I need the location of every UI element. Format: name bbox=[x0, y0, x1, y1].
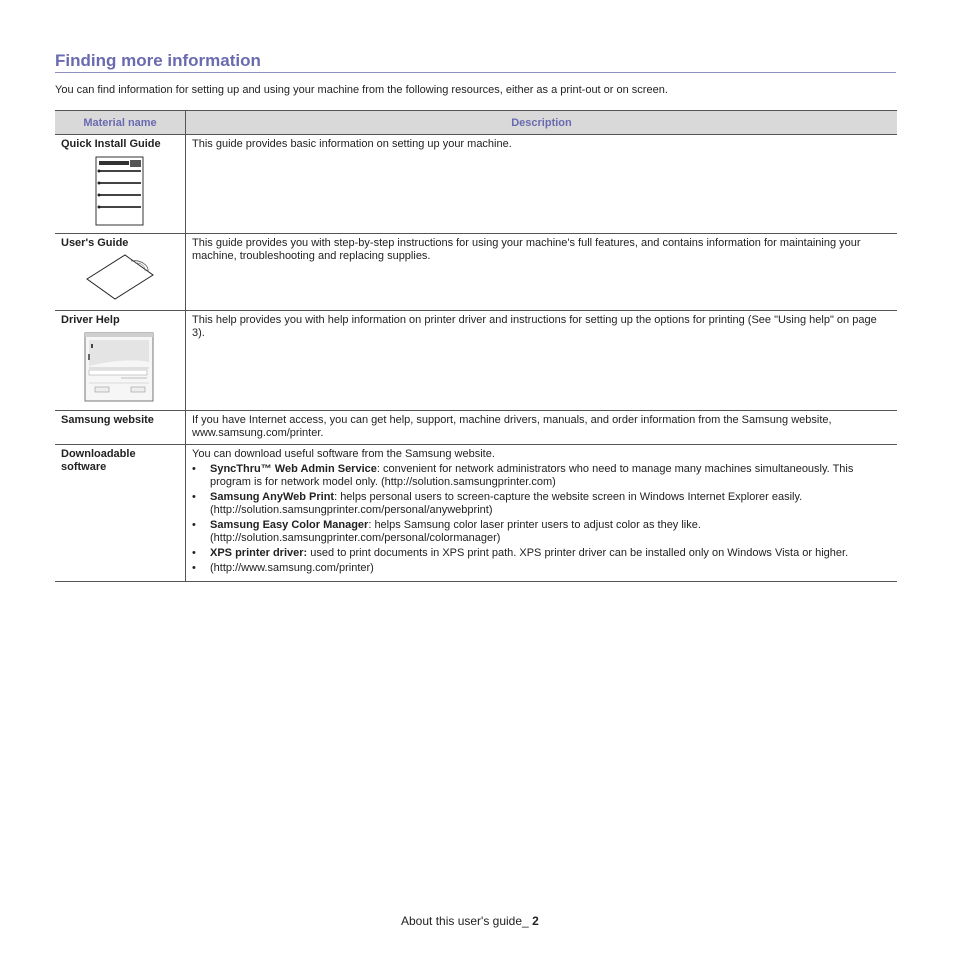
material-cell bbox=[55, 135, 186, 234]
intro-text: You can find information for setting up and using your machine from the following resources, either as a print-out or on screen. bbox=[55, 84, 668, 96]
list-item bbox=[192, 463, 891, 489]
bullet: • bbox=[192, 491, 196, 503]
material-name: Downloadable software bbox=[61, 448, 136, 473]
software-list bbox=[192, 463, 891, 575]
description-cell: This guide provides you with step-by-step instructions for using your machine's full features, and contains information for maintaining your machine, troubleshooting and replacing supplies. bbox=[186, 234, 898, 311]
description-cell: This guide provides basic information on setting up your machine. bbox=[186, 135, 898, 234]
table-row bbox=[55, 135, 897, 234]
software-desc: used to print documents in XPS print path. XPS printer driver can be installed only on Windows Vista or higher. bbox=[307, 547, 849, 559]
software-intro: You can download useful software from the Samsung website. bbox=[192, 448, 495, 460]
material-name: Driver Help bbox=[61, 314, 120, 326]
header-description: Description bbox=[186, 111, 898, 135]
description-cell: This help provides you with help information on printer driver and instructions for setting up the options for printing (See "Using help" on page 3). bbox=[186, 311, 898, 411]
software-desc: (http://www.samsung.com/printer) bbox=[210, 562, 374, 574]
software-name: SyncThru™ Web Admin Service bbox=[210, 463, 377, 475]
page-footer bbox=[401, 914, 539, 928]
material-cell bbox=[55, 445, 186, 582]
material-name: User's Guide bbox=[61, 237, 129, 249]
software-desc: : convenient for network administrators who need to manage many machines simultaneously. This program is for network model only. (http://solution.samsungprinter.com) bbox=[210, 463, 854, 488]
cd-disc-icon bbox=[61, 252, 179, 302]
footer-label: About this user's guide_ bbox=[401, 914, 529, 928]
software-name: XPS printer driver: bbox=[210, 547, 308, 559]
bullet: • bbox=[192, 463, 196, 475]
driver-dialog-screenshot-icon bbox=[61, 332, 179, 402]
page-title: Finding more information bbox=[55, 51, 261, 70]
software-desc: : helps Samsung color laser printer users to adjust color as they like. (http://solution.samsungprinter.com/personal/colormanager) bbox=[210, 519, 701, 544]
material-cell bbox=[55, 411, 186, 445]
software-name: Samsung AnyWeb Print bbox=[210, 491, 335, 503]
material-name: Quick Install Guide bbox=[61, 138, 161, 150]
bullet: • bbox=[192, 519, 196, 531]
table-row bbox=[55, 234, 897, 311]
list-item bbox=[192, 519, 891, 545]
software-name: Samsung Easy Color Manager bbox=[210, 519, 369, 531]
table-row bbox=[55, 445, 897, 582]
list-item bbox=[192, 562, 891, 575]
software-desc: : helps personal users to screen-capture the website screen in Windows Internet Explorer easily. (http://solution.samsungprinter.com/personal/anywebprint) bbox=[210, 491, 803, 516]
material-cell bbox=[55, 234, 186, 311]
table-row bbox=[55, 311, 897, 411]
header-material-name: Material name bbox=[55, 111, 186, 135]
title-divider bbox=[55, 72, 896, 73]
description-cell: If you have Internet access, you can get help, support, machine drivers, manuals, and order information from the Samsung website, www.samsung.com/printer. bbox=[186, 411, 898, 445]
bullet: • bbox=[192, 547, 196, 559]
material-name: Samsung website bbox=[61, 414, 154, 426]
material-cell bbox=[55, 311, 186, 411]
bullet: • bbox=[192, 562, 196, 574]
table-header-row bbox=[55, 111, 897, 135]
list-item bbox=[192, 491, 891, 517]
materials-table bbox=[55, 110, 897, 582]
quick-install-guide-icon bbox=[61, 156, 179, 226]
table-row bbox=[55, 411, 897, 445]
page-number: 2 bbox=[532, 914, 539, 928]
list-item bbox=[192, 547, 891, 560]
description-cell bbox=[186, 445, 898, 582]
